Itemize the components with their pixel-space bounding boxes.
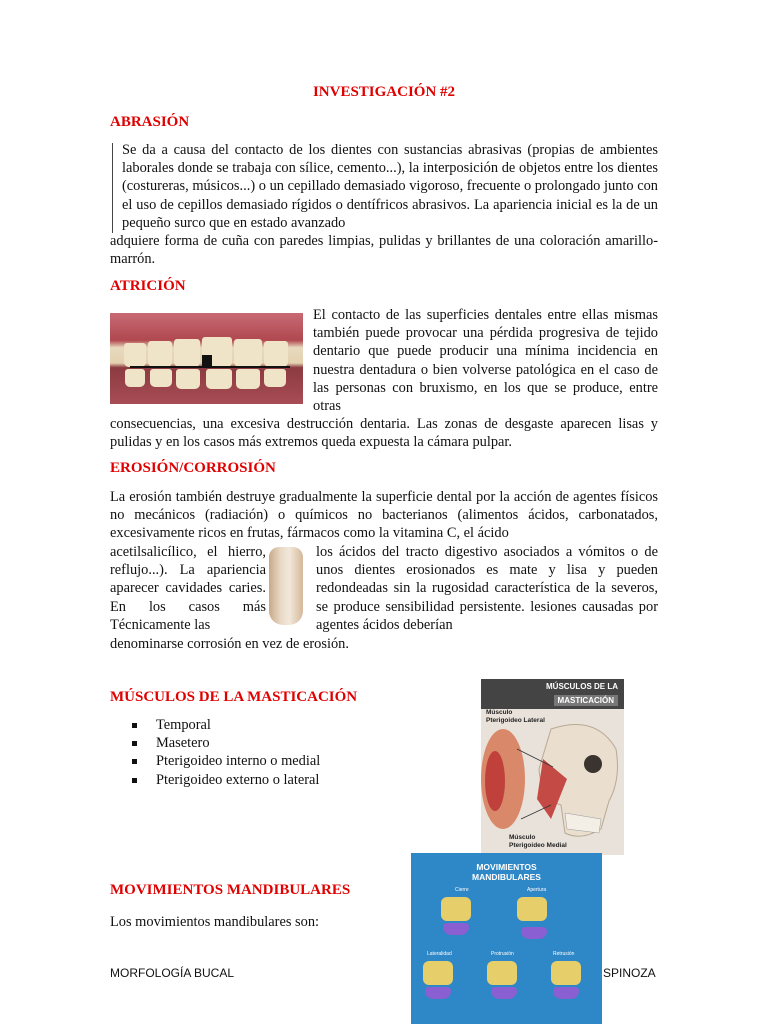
label-lateral-2: Pterigoideo Lateral (486, 717, 545, 724)
erosion-paragraph-right: los ácidos del tracto digestivo asociados a vómitos o de unos dientes erosionados es mate y lisa y pueden redondeadas sin la rugosidad característica de la severos, se produce sensibilidad persistente. lesiones causadas por agentes ácidos deberían (316, 544, 658, 633)
abrasion-heading: ABRASIÓN (110, 114, 190, 130)
label-lateral-1: Músculo (486, 709, 513, 716)
footer-right: SPINOZA (603, 966, 656, 980)
image-title-line-2: MANDIBULARES (472, 872, 541, 882)
movimientos-paragraph: Los movimientos mandibulares son: (110, 914, 320, 930)
quote-bar (112, 143, 113, 233)
atricion-paragraph: El contacto de las superficies dentales entre ellas mismas también puede provocar una pérdida progresiva de tejido dentario que puede producir una mínima incidencia en nuestra dentadura o bien volverse patológica en el caso de las personas con bruxismo, en los que se produce, entre otras (313, 307, 658, 415)
abrasion-paragraph: Se da a causa del contacto de los dientes con sustancias abrasivas (propias de ambientes laborales donde se trabaja con sílice, cemento...), la interposición de objetos entre los dientes (costureras, músicos...) o un cepillado demasiado vigoroso, frecuente o prolongado junto con el uso de cepillos demasiado rígidos o dentífricos abrasivos. La apariencia inicial es la de un pequeño surco que en estado avanzado (122, 142, 658, 231)
list-item: Temporal (130, 716, 320, 734)
atricion-paragraph-end: consecuencias, una excesiva destrucción dentaria. Las zonas de desgaste aparecen lisas y pulidas y en los casos más extremos queda expuesta la cámara pulpar. (110, 416, 658, 451)
erosion-paragraph-end: denominarse corrosión en vez de erosión. (110, 636, 349, 652)
atricion-heading: ATRICIÓN (110, 278, 186, 294)
image-title-line-1: MOVIMIENTOS (476, 862, 537, 872)
abrasion-paragraph-end: adquiere forma de cuña con paredes limpias, pulidas y brillantes de una coloración amarillo-marrón. (110, 233, 658, 268)
label-cierre: Cierre (455, 887, 469, 893)
label-apertura: Apertura (527, 887, 547, 893)
worn-teeth-image (110, 313, 303, 404)
musculos-heading: MÚSCULOS DE LA MASTICACIÓN (110, 689, 358, 705)
list-item: Pterigoideo interno o medial (130, 752, 320, 770)
image-title: MÚSCULOS DE LA (546, 682, 618, 691)
list-item: Masetero (130, 734, 320, 752)
label-retrusion: Retrusión (553, 951, 575, 957)
label-protrusion: Protrusión (491, 951, 514, 957)
mastication-muscles-image (481, 679, 624, 855)
footer-left: MORFOLOGÍA BUCAL (110, 966, 235, 980)
label-medial-1: Músculo (509, 834, 536, 841)
skull-illustration (481, 709, 624, 855)
list-item: Pterigoideo externo o lateral (130, 771, 320, 789)
label-lateralidad: Lateralidad (427, 951, 452, 957)
image-subtitle: MASTICACIÓN (554, 695, 618, 706)
erosion-paragraph-left: acetilsalicílico, el hierro, reflujo...). La apariencia aparecer cavidades caries. En los casos más Técnicamente las (110, 544, 266, 633)
image-title (411, 862, 602, 882)
label-medial-2: Pterigoideo Medial (509, 842, 567, 849)
muscle-list (130, 716, 320, 789)
movimientos-heading: MOVIMIENTOS MANDIBULARES (110, 882, 351, 898)
page-title: INVESTIGACIÓN #2 (312, 84, 456, 100)
eroded-tooth-image (269, 547, 303, 625)
mandibular-movements-image (411, 853, 602, 1024)
erosion-paragraph: La erosión también destruye gradualmente la superficie dental por la acción de agentes físicos no mecánicos (radiación) o químicos no bacterianos (alimentos ácidos, carbonatados, excesivamente ricos en frutas, fármacos como la vitamina C, el ácido (110, 489, 658, 542)
erosion-heading: EROSIÓN/CORROSIÓN (110, 460, 276, 476)
